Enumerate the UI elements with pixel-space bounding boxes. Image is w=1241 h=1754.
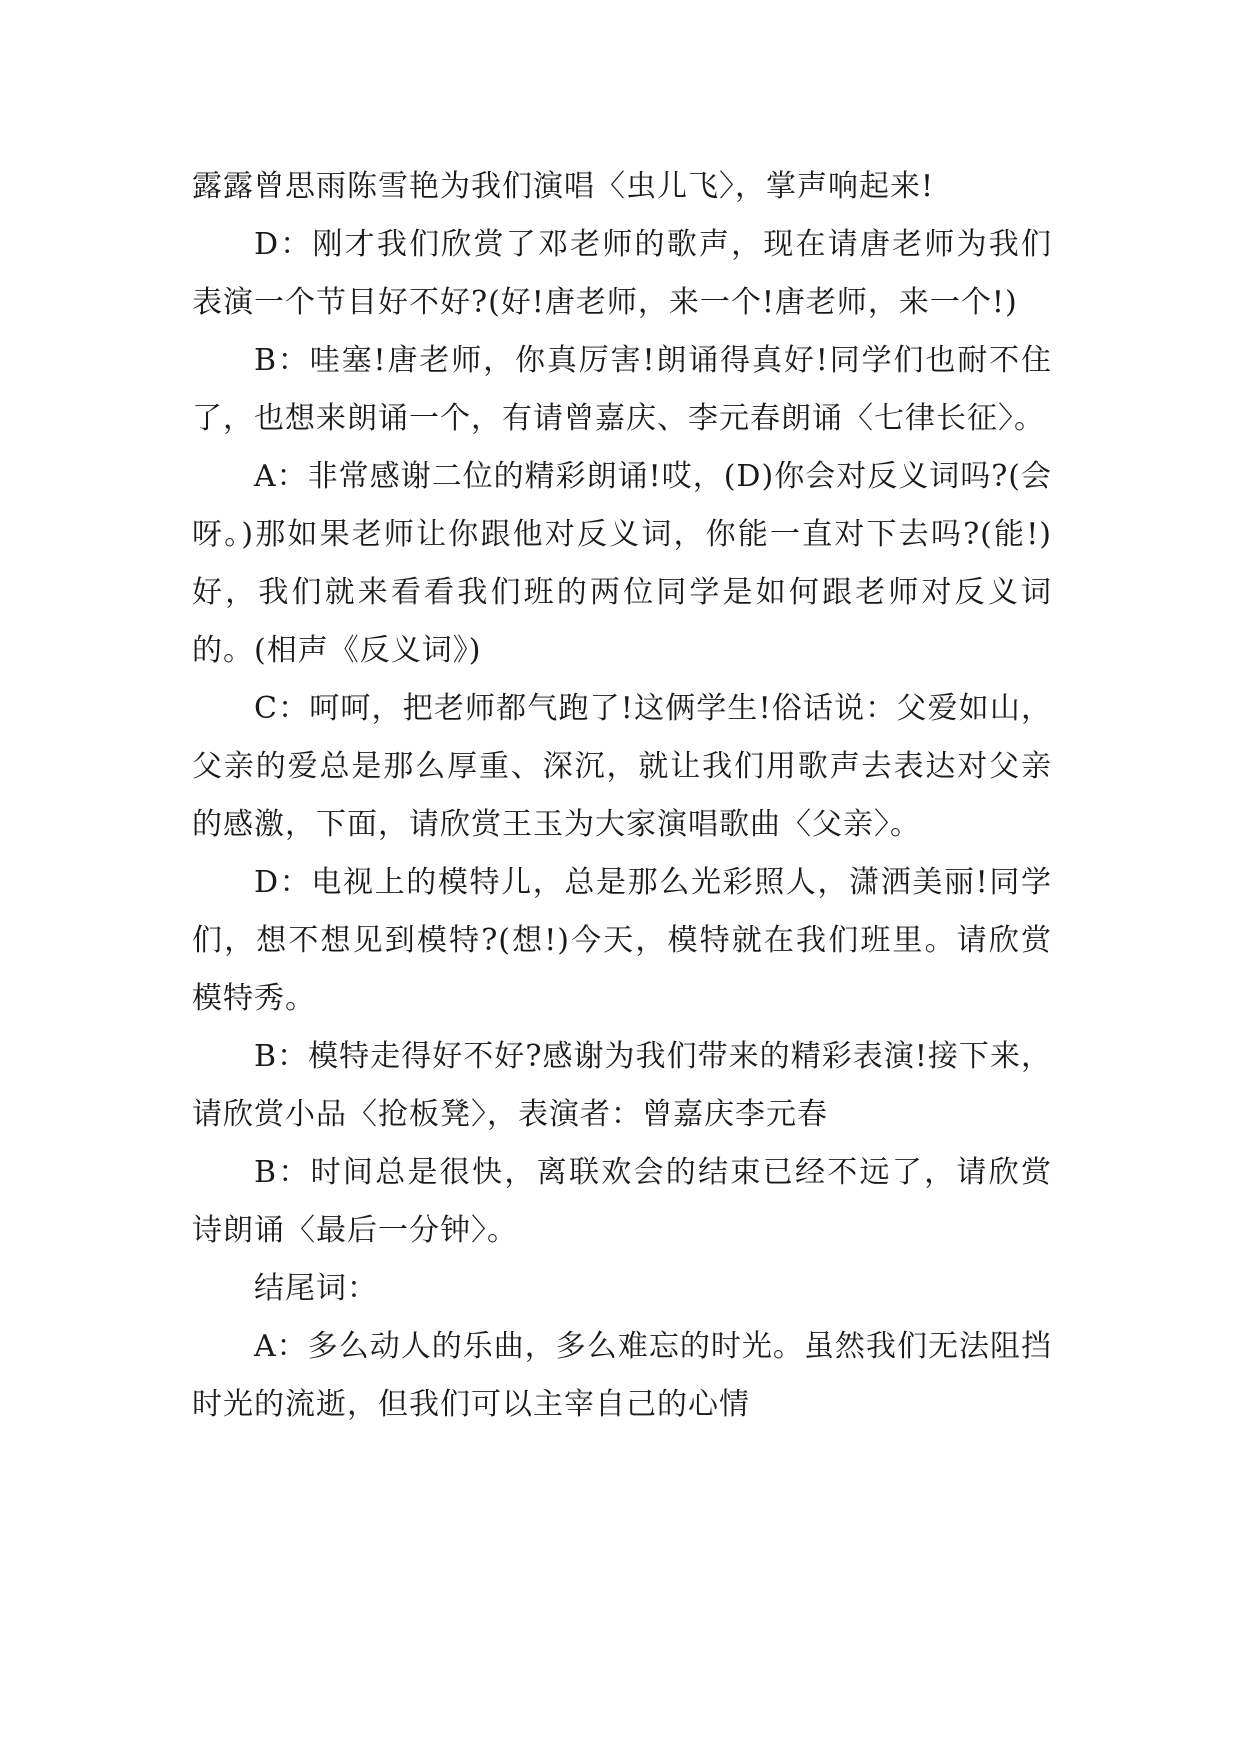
paragraph-3: B：哇塞!唐老师，你真厉害!朗诵得真好!同学们也耐不住了，也想来朗诵一个，有请曾嘉庆、李元春朗诵〈七律长征〉。 bbox=[192, 343, 1052, 436]
paragraph-8: B：时间总是很快，离联欢会的结束已经不远了，请欣赏诗朗诵〈最后一分钟〉。 bbox=[192, 1155, 1052, 1248]
paragraph-10: A：多么动人的乐曲，多么难忘的时光。虽然我们无法阻挡时光的流逝，但我们可以主宰自己的心情 bbox=[192, 1329, 1052, 1422]
paragraph-4: A：非常感谢二位的精彩朗诵!哎，(D)你会对反义词吗?(会呀。)那如果老师让你跟他对反义词，你能一直对下去吗?(能!)好，我们就来看看我们班的两位同学是如何跟老师对反义词的。(相声《反义词》) bbox=[192, 459, 1052, 668]
document-page bbox=[192, 158, 1052, 1434]
paragraph-7: B：模特走得好不好?感谢为我们带来的精彩表演!接下来，请欣赏小品〈抢板凳〉，表演者：曾嘉庆李元春 bbox=[192, 1039, 1052, 1132]
paragraph-9: 结尾词： bbox=[254, 1271, 378, 1306]
paragraph-6: D：电视上的模特儿，总是那么光彩照人，潇洒美丽!同学们，想不想见到模特?(想!)今天，模特就在我们班里。请欣赏模特秀。 bbox=[192, 865, 1052, 1016]
paragraph-5: C：呵呵，把老师都气跑了!这俩学生!俗话说：父爱如山，父亲的爱总是那么厚重、深沉，就让我们用歌声去表达对父亲的感激，下面，请欣赏王玉为大家演唱歌曲〈父亲〉。 bbox=[192, 691, 1052, 842]
paragraph-1: 露露曾思雨陈雪艳为我们演唱〈虫儿飞〉，掌声响起来! bbox=[192, 169, 935, 204]
paragraph-2: D：刚才我们欣赏了邓老师的歌声，现在请唐老师为我们表演一个节目好不好?(好!唐老师，来一个!唐老师，来一个!) bbox=[192, 227, 1052, 320]
